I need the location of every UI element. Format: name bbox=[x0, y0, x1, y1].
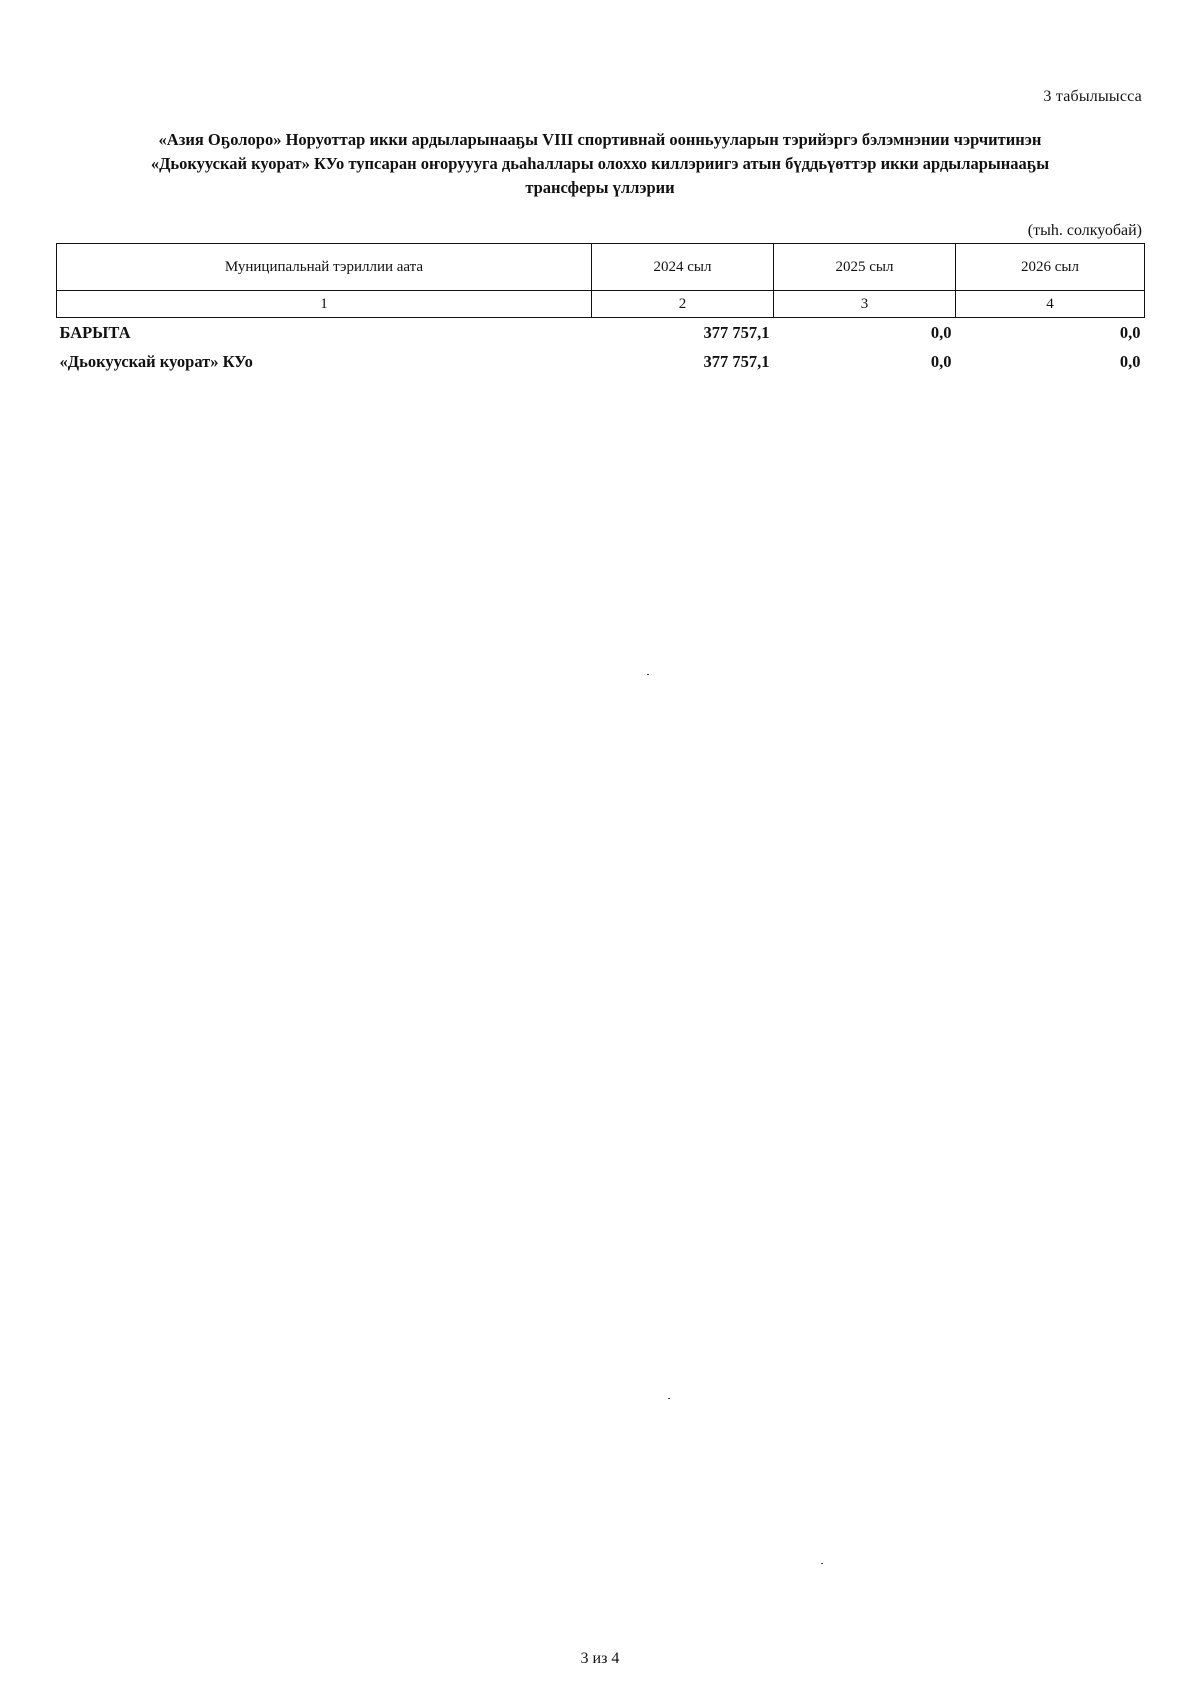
scan-speck bbox=[668, 1398, 670, 1399]
appendix-label: 3 табылыысса bbox=[1043, 88, 1142, 105]
table-row-municipality bbox=[57, 347, 1145, 376]
title-line: «Азия Оҕолоро» Норуоттар икки ардыларынааҕы VIII спортивнай оонньууларын тэрийэргэ бэлэмнэнии чэрчитинэн bbox=[158, 130, 1042, 149]
column-number-row bbox=[57, 291, 1145, 318]
header-year-2026: 2026 сыл bbox=[956, 244, 1145, 291]
value-2026: 0,0 bbox=[1119, 351, 1141, 371]
title-line: «Дьокуускай куорат» КУо тупсаран оҥоруууга дьаһаллары олоххо киллэриигэ атын бүддьүөттэр икки ардыларынааҕы bbox=[150, 154, 1050, 173]
table-row-total bbox=[57, 318, 1145, 348]
scan-speck bbox=[821, 1563, 823, 1564]
value-2026: 0,0 bbox=[1119, 322, 1141, 342]
page-number: 3 из 4 bbox=[580, 1650, 620, 1667]
row-name: «Дьокуускай куорат» КУо bbox=[59, 351, 253, 371]
value-2024: 377 757,1 bbox=[703, 322, 770, 342]
transfers-table bbox=[56, 243, 1145, 376]
value-2024: 377 757,1 bbox=[703, 351, 770, 371]
column-number: 1 bbox=[57, 291, 592, 318]
row-name: БАРЫТА bbox=[59, 322, 131, 342]
header-year-2024: 2024 сыл bbox=[592, 244, 774, 291]
value-2025: 0,0 bbox=[930, 351, 952, 371]
title-line: трансферы үллэрии bbox=[525, 178, 675, 197]
header-year-2025: 2025 сыл bbox=[774, 244, 956, 291]
table-header-row bbox=[57, 244, 1145, 291]
column-number: 4 bbox=[956, 291, 1145, 318]
value-2025: 0,0 bbox=[930, 322, 952, 342]
units-label: (тыһ. солкуобай) bbox=[1027, 222, 1142, 239]
column-number: 3 bbox=[774, 291, 956, 318]
header-municipality: Муниципальнай тэриллии аата bbox=[57, 244, 592, 291]
document-title bbox=[60, 128, 1140, 200]
scan-speck bbox=[647, 674, 649, 675]
column-number: 2 bbox=[592, 291, 774, 318]
